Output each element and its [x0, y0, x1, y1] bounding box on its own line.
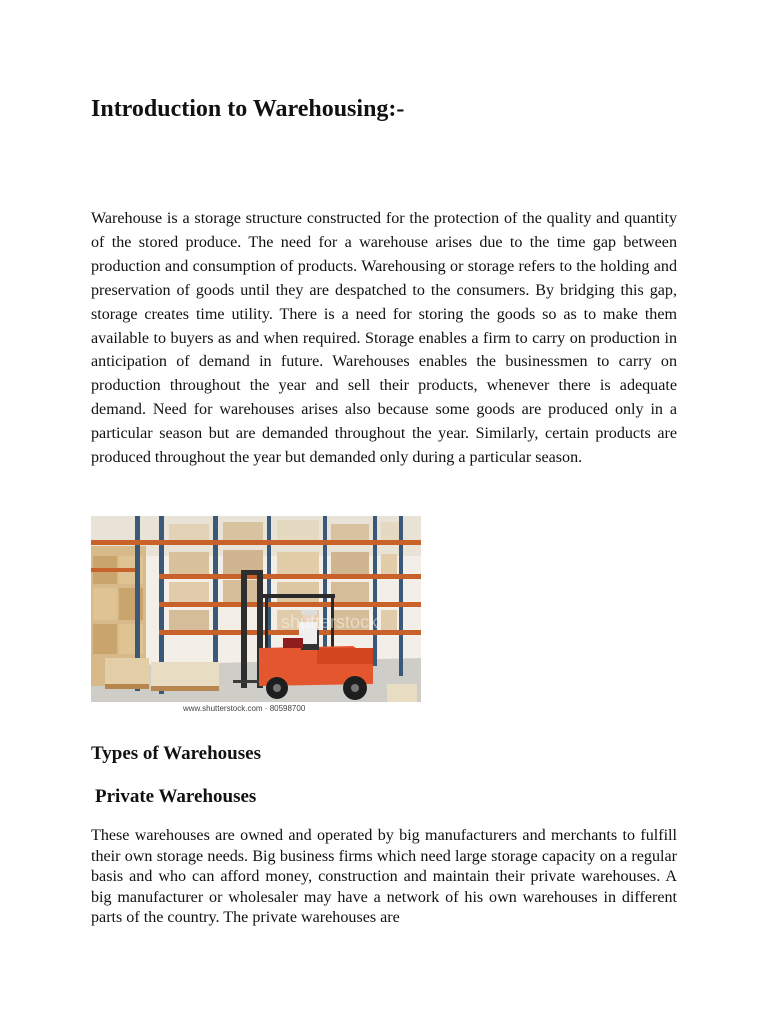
section-heading: Types of Warehouses [91, 743, 261, 764]
intro-paragraph: Warehouse is a storage structure constructed for the protection of the quality and quantity of the stored produce. The need for a warehouse arises due to the time gap between production and consumption of products. Warehousing or storage refers to the holding and preservation of goods until they are despatched to the consumers. By bridging this gap, storage creates time utility. There is a need for storing the goods so as to make them available to buyers as and when required. Storage enables a firm to carry on production in anticipation of demand in future. Warehouses enables the businessmen to carry on production throughout the year and sell their products, whenever there is adequate demand. Need for warehouses arises also because some goods are produced only in a particular season but are demanded throughout the year. Similarly, certain products are produced throughout the year but demanded only during a particular season. [91, 210, 677, 467]
document-title: Introduction to Warehousing:- [91, 96, 405, 122]
photo-caption: www.shutterstock.com · 80598700 [183, 704, 306, 713]
warehouse-forklift-photo [91, 516, 421, 713]
photo-watermark: shutterstock [281, 612, 379, 632]
private-warehouses-paragraph: These warehouses are owned and operated by big manufacturers and merchants to fulfill their own storage needs. Big business firms which need large storage capacity on a regular basis and who can afford money, construction and maintain their private warehouses. A big manufacturer or wholesaler may have a network of his own warehouses in different parts of the country. The private warehouses are [91, 827, 677, 926]
subsection-heading: Private Warehouses [95, 786, 257, 807]
